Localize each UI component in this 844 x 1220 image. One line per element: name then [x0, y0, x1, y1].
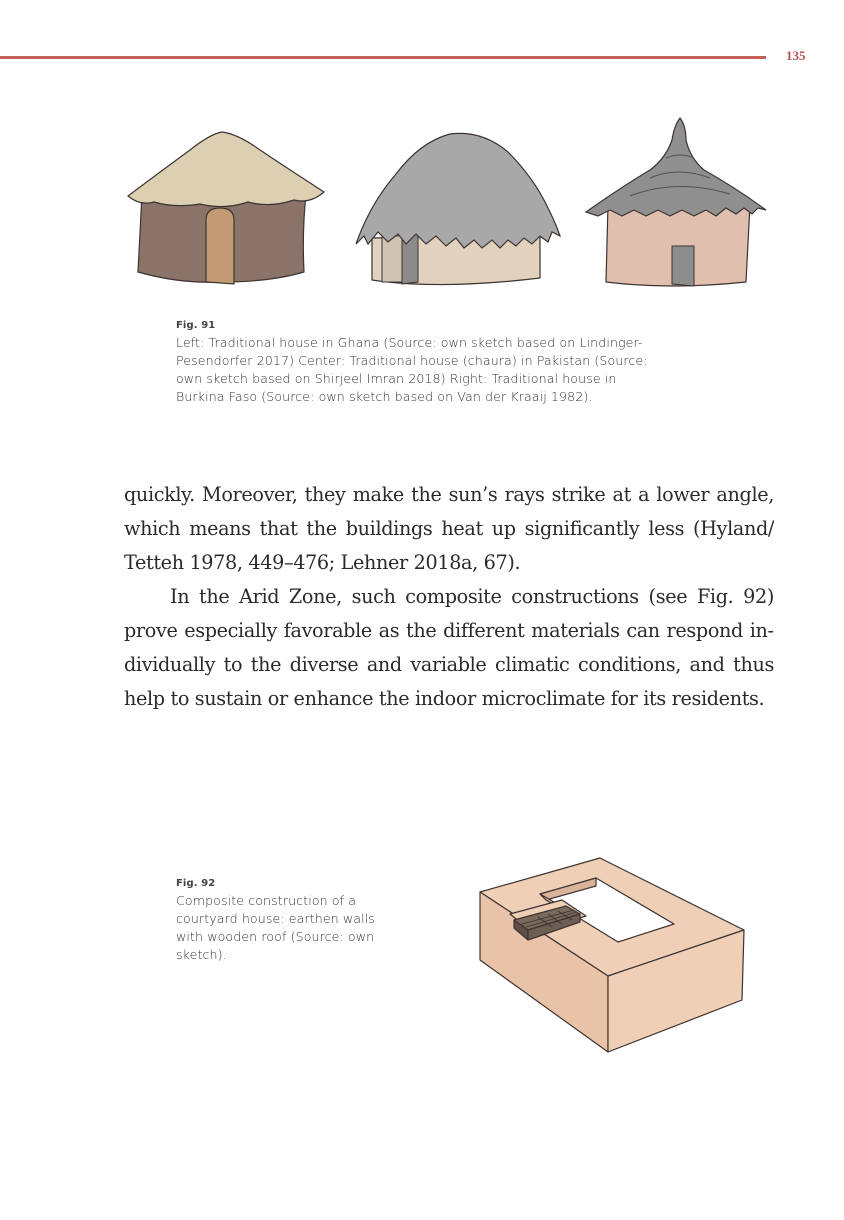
figure-91-label: Fig. 91 [176, 320, 216, 331]
caption-line: courtyard house: earthen walls [176, 911, 375, 926]
figure-92-illustration [470, 850, 760, 1060]
caption-line: Composite construction of a [176, 893, 357, 908]
page-number: 135 [786, 48, 806, 63]
ghana-house-drawing [128, 132, 324, 284]
figure-91-illustration [120, 112, 780, 302]
caption-line: Left: Traditional house in Ghana (Source: own sketch based on Lindinger- [176, 335, 643, 350]
body-text [124, 478, 774, 716]
caption-line: own sketch based on Shirjeel Imran 2018) Right: Traditional house in [176, 371, 617, 386]
caption-line: sketch). [176, 947, 227, 962]
chaura-house-drawing [356, 133, 560, 284]
paragraph: In the Arid Zone, such composite constructions (see Fig. 92) prove especially favorable as the different materials can respond individually to the diverse and variable climatic conditions, and thus help to sustain or enhance the indoor microclimate for its residents. [124, 585, 774, 710]
figure-91-caption [176, 318, 696, 406]
header-rule [0, 56, 766, 59]
caption-line: with wooden roof (Source: own [176, 929, 375, 944]
figure-92-label: Fig. 92 [176, 878, 216, 889]
caption-line: Burkina Faso (Source: own sketch based on Van der Kraaij 1982). [176, 389, 593, 404]
burkina-house-drawing [586, 118, 766, 286]
caption-line: Pesendorfer 2017) Center: Traditional house (chaura) in Pakistan (Source: [176, 353, 648, 368]
paragraph: quickly. Moreover, they make the sun’s rays strike at a lower angle, which means that the buildings heat up significantly less (Hyland/ Tetteh 1978, 449–476; Lehner 2018a, 67). [124, 483, 774, 574]
figure-92-caption [176, 876, 406, 964]
